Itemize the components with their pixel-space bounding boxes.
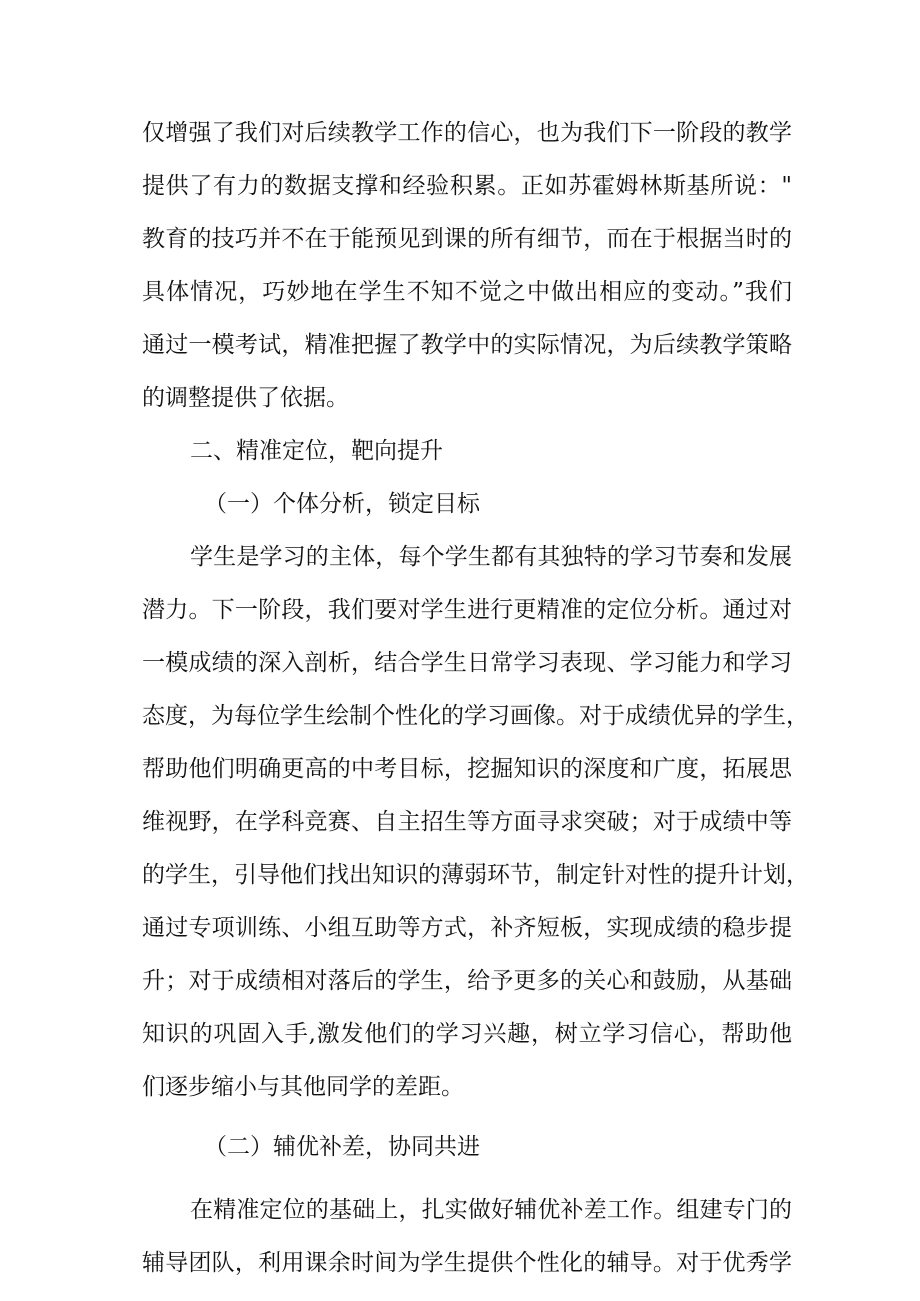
paragraph-2-line-10: 知识的巩固入手,激发他们的学习兴趣，树立学习信心，帮助他 — [142, 1021, 792, 1047]
paragraph-2-line-11: 们逐步缩小与其他同学的差距。 — [142, 1074, 464, 1100]
paragraph-1-line-4: 具体情况，巧妙地在学生不知不觉之中做出相应的变动。”我们 — [142, 279, 792, 305]
paragraph-1-line-6: 的调整提供了依据。 — [142, 385, 349, 411]
paragraph-1-line-1: 仅增强了我们对后续教学工作的信心，也为我们下一阶段的教学 — [142, 120, 792, 146]
paragraph-2-line-8: 通过专项训练、小组互助等方式，补齐短板，实现成绩的稳步提 — [142, 915, 792, 941]
paragraph-2-line-6: 维视野，在学科竞赛、自主招生等方面寻求突破；对于成绩中等 — [142, 809, 792, 835]
subheading-2: （二）辅优补差，协同共进 — [204, 1134, 480, 1160]
paragraph-1-line-5: 通过一模考试，精准把握了教学中的实际情况，为后续教学策略 — [142, 332, 792, 358]
section-heading: 二、精准定位，靶向提升 — [190, 438, 443, 464]
paragraph-2-line-7: 的学生，引导他们找出知识的薄弱环节，制定针对性的提升计划， — [142, 862, 809, 888]
paragraph-2-line-9: 升；对于成绩相对落后的学生，给予更多的关心和鼓励，从基础 — [142, 968, 792, 994]
paragraph-1-line-2: 提供了有力的数据支撑和经验积累。正如苏霍姆林斯基所说：" — [142, 173, 792, 199]
paragraph-1-line-3: 教育的技巧并不在于能预见到课的所有细节，而在于根据当时的 — [142, 226, 792, 252]
paragraph-2-line-2: 潜力。下一阶段，我们要对学生进行更精准的定位分析。通过对 — [142, 597, 792, 623]
paragraph-2-line-5: 帮助他们明确更高的中考目标，挖掘知识的深度和广度，拓展思 — [142, 756, 792, 782]
paragraph-3-line-2: 辅导团队，利用课余时间为学生提供个性化的辅导。对于优秀学 — [142, 1250, 792, 1276]
paragraph-2-line-3: 一模成绩的深入剖析，结合学生日常学习表现、学习能力和学习 — [142, 650, 792, 676]
paragraph-3-line-1: 在精准定位的基础上，扎实做好辅优补差工作。组建专门的 — [190, 1197, 792, 1223]
subheading-1: （一）个体分析，锁定目标 — [204, 491, 480, 517]
paragraph-2-line-1: 学生是学习的主体，每个学生都有其独特的学习节奏和发展 — [190, 544, 792, 570]
paragraph-2-line-4: 态度，为每位学生绘制个性化的学习画像。对于成绩优异的学生， — [142, 703, 809, 729]
